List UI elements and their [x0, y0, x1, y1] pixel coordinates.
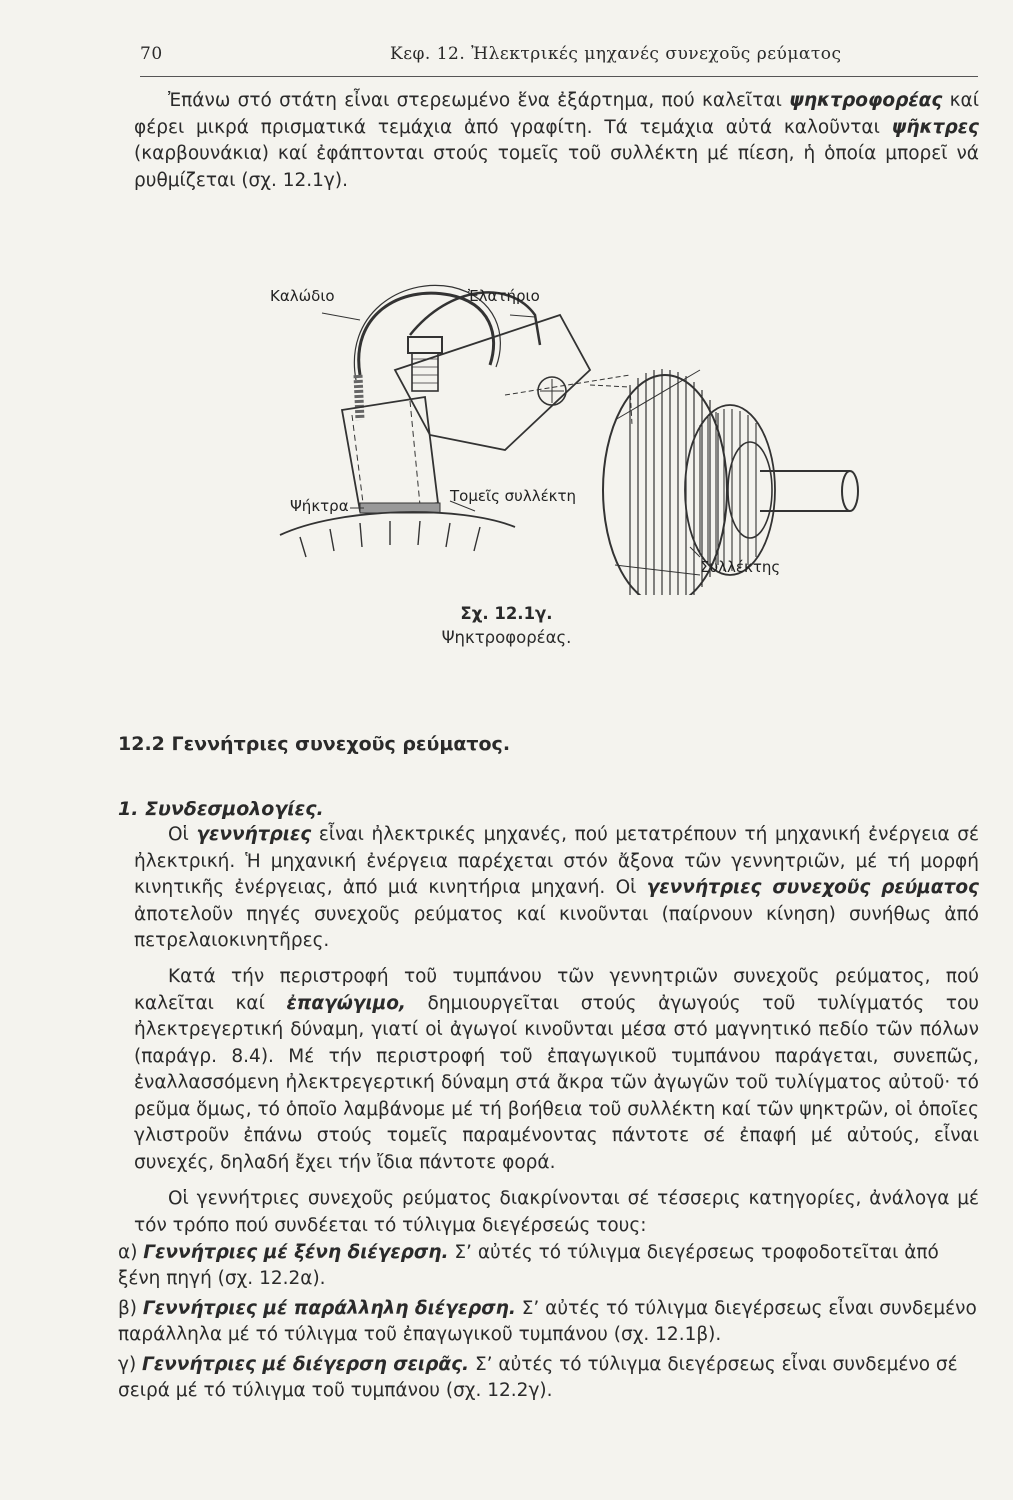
- list-item: [118, 1296, 980, 1348]
- p1-text-1: Οἱ: [168, 824, 197, 845]
- list-item-text: Σ’ αὐτές τό τύλιγμα διεγέρσεως εἶναι συνδεμένο σέ σειρά μέ τό τύλιγμα τοῦ τυμπάνου (σχ. 12.2γ).: [118, 1354, 958, 1401]
- label-cable: Καλώδιο: [270, 287, 335, 305]
- page-number: 70: [140, 44, 163, 64]
- list-item-title: Γεννήτριες μέ ξένη διέγερση.: [143, 1242, 449, 1263]
- list-item-title: Γεννήτριες μέ διέγερση σειρᾶς.: [142, 1354, 470, 1375]
- p2-text-2: δημιουργεῖται στούς ἀγωγούς τοῦ τυλίγματός του ἠλεκτρεγερτική δύναμη, γιατί οἱ ἀγωγοί κινοῦνται μέσα στό μαγνητικό πεδίο τῶν πόλων (παράγρ. 8.4). Μέ τήν περιστροφή τοῦ ἐπαγωγικοῦ τυμπάνου παράγεται, συνεπῶς, ἐναλλασσόμενη ἠλεκτρεγερτική δύναμη στά ἄκρα τῶν ἀγωγῶν τοῦ τυλίγματος αὐτοῦ· τό ρεῦμα ὅμως, τό ὁποῖο λαμβάνομε μέ τή βοήθεια τοῦ συλλέκτη καί τῶν ψηκτρῶν, οἱ ὁποῖες γλιστροῦν ἐπάνω στούς τομεῖς παραμένοντας πάντοτε σέ ἐπαφή μέ αὐτούς, εἶναι συνεχές, δηλαδή ἔχει τήν ἴδια πάντοτε φορά.: [134, 992, 979, 1173]
- list-item-text: Σ’ αὐτές τό τύλιγμα διεγέρσεως τροφοδοτεῖται ἀπό ξένη πηγή (σχ. 12.2α).: [118, 1242, 939, 1289]
- figure-brush-holder: [260, 275, 880, 595]
- label-commutator: Συλλέκτης: [700, 558, 781, 576]
- label-brush: Ψήκτρα: [290, 497, 349, 515]
- term-brushes: ψῆκτρες: [891, 116, 979, 138]
- chapter-title: Κεφ. 12. Ἠλεκτρικές μηχανές συνεχοῦς ρεύματος: [390, 44, 842, 64]
- intro-paragraph: [134, 88, 979, 194]
- brush-holder-drawing: [260, 275, 880, 595]
- p3-text: Οἱ γεννήτριες συνεχοῦς ρεύματος διακρίνονται σέ τέσσερις κατηγορίες, ἀνάλογα μέ τόν τρόπο πού συνδέεται τό τύλιγμα διεγέρσεώς τους:: [134, 1188, 979, 1236]
- paragraph-generators: [134, 822, 979, 955]
- label-spring: Ἐλατήριο: [468, 287, 540, 305]
- term-dc-generators: γεννήτριες συνεχοῦς ρεύματος: [646, 877, 979, 898]
- list-item: [118, 1352, 980, 1404]
- list-item-text: Σ’ αὐτές τό τύλιγμα διεγέρσεως εἶναι συνδεμένο παράλληλα μέ τό τύλιγμα τοῦ ἐπαγωγικοῦ τυμπάνου (σχ. 12.1β).: [118, 1298, 977, 1345]
- intro-text-3: (καρβουνάκια) καί ἐφάπτονται στούς τομεῖς τοῦ συλλέκτη μέ πίεση, ἡ ὁποία μπορεῖ νά ρυθμίζεται (σχ. 12.1γ).: [134, 143, 979, 191]
- list-marker: α): [118, 1242, 144, 1263]
- term-armature: ἐπαγώγιμο,: [286, 992, 406, 1014]
- header-rule: [140, 76, 978, 77]
- brush-drawing: [342, 397, 438, 511]
- p2-text-1: Κατά τήν περιστροφή τοῦ τυμπάνου τῶν γεννητριῶν συνεχοῦς ρεύματος, πού καλεῖται καί: [134, 966, 979, 1014]
- list-marker: β): [118, 1298, 143, 1319]
- term-generators: γεννήτριες: [196, 824, 312, 845]
- figure-caption-number: Σχ. 12.1γ.: [460, 604, 553, 623]
- list-item-title: Γεννήτριες μέ παράλληλη διέγερση.: [142, 1298, 516, 1319]
- p1-text-2: εἶναι ἠλεκτρικές μηχανές, πού μετατρέπουν τή μηχανική ἐνέργεια σέ ἠλεκτρική. Ἡ μηχανική ἐνέργεια παρέχεται στόν ἄξονα τῶν γεννητριῶν, μέ τή μορφή κινητικῆς ἐνέργειας, ἀπό μιά κινητήρια μηχανή. Οἱ: [134, 824, 979, 898]
- section-title: 12.2 Γεννήτριες συνεχοῦς ρεύματος.: [118, 733, 511, 755]
- subsection-title: 1. Συνδεσμολογίες.: [118, 798, 324, 820]
- figure-caption-text: Ψηκτροφορέας.: [441, 628, 572, 647]
- list-item: [118, 1240, 980, 1292]
- intro-text-1: Ἐπάνω στό στάτη εἶναι στερεωμένο ἕνα ἐξάρτημα, πού καλεῖται: [168, 90, 790, 111]
- p1-text-3: ἀποτελοῦν πηγές συνεχοῦς ρεύματος καί κινοῦνται (παίρνουν κίνηση) συνήθως ἀπό πετρελαιοκινητῆρες.: [134, 903, 979, 951]
- term-brush-holder: ψηκτροφορέας: [789, 90, 943, 111]
- intro-text-2: καί φέρει μικρά πρισματικά τεμάχια ἀπό γραφίτη. Τά τεμάχια αὐτά καλοῦνται: [134, 90, 979, 138]
- label-commutator-segments: Τομεῖς συλλέκτη: [450, 487, 577, 505]
- cable-drawing: [359, 293, 494, 375]
- paragraph-categories: [134, 1186, 979, 1239]
- paragraph-armature: [134, 964, 979, 1176]
- list-marker: γ): [118, 1354, 143, 1375]
